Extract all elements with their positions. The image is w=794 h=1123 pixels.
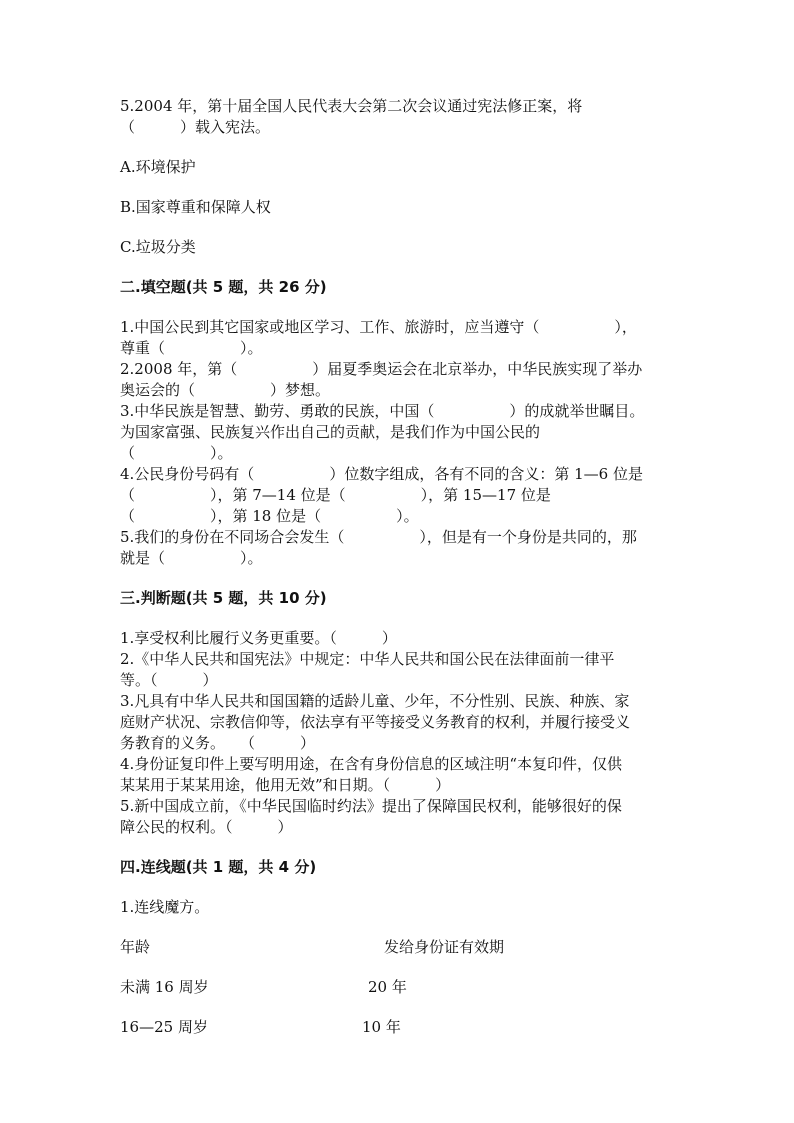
fill-line: 奥运会的（ ）梦想。 <box>120 381 331 399</box>
fill-section-body <box>120 317 690 569</box>
q5-stem <box>120 96 690 138</box>
fill-section-heading: 二.填空题(共 5 题，共 26 分) <box>120 278 327 296</box>
fill-line: 2.2008 年，第（ ）届夏季奥运会在北京举办，中华民族实现了举办 <box>120 360 643 378</box>
judge-line: 等。（ ） <box>120 671 218 689</box>
judge-line: 4.身份证复印件上要写明用途，在含有身份信息的区域注明“本复印件，仅供 <box>120 755 622 773</box>
judge-line: 5.新中国成立前，《中华民国临时约法》提出了保障国民权利，能够很好的保 <box>120 797 622 815</box>
match-row-right: 10 年 <box>362 1018 401 1036</box>
fill-line: 4.公民身份号码有（ ）位数字组成，各有不同的含义：第 1—6 位是 <box>120 465 643 483</box>
fill-line: 3.中华民族是智慧、勤劳、勇敢的民族，中国（ ）的成就举世瞩目。 <box>120 402 645 420</box>
match-row <box>120 1017 690 1038</box>
match-header-right: 发给身份证有效期 <box>384 938 505 956</box>
judge-line: 2.《中华人民共和国宪法》中规定：中华人民共和国公民在法律面前一律平 <box>120 650 615 668</box>
judge-line: 某某用于某某用途，他用无效”和日期。（ ） <box>120 776 451 794</box>
match-header-left: 年龄 <box>120 938 151 956</box>
q5-stem-line-2: （ ）载入宪法。 <box>120 118 271 136</box>
match-section-heading: 四.连线题(共 1 题，共 4 分) <box>120 858 317 876</box>
judge-line: 1.享受权利比履行义务更重要。（ ） <box>120 629 397 647</box>
judge-line: 3.凡具有中华人民共和国国籍的适龄儿童、少年，不分性别、民族、种族、家 <box>120 692 630 710</box>
fill-line: 1.中国公民到其它国家或地区学习、工作、旅游时，应当遵守（ ）， <box>120 318 637 336</box>
fill-line: 5.我们的身份在不同场合会发生（ ），但是有一个身份是共同的，那 <box>120 528 637 546</box>
match-row <box>120 977 690 998</box>
judge-line: 务教育的义务。 （ ） <box>120 734 316 752</box>
fill-line: （ ），第 18 位是（ ）。 <box>120 507 419 525</box>
q5-stem-line-1: 5.2004 年，第十届全国人民代表大会第二次会议通过宪法修正案，将 <box>120 97 583 115</box>
match-row-right: 20 年 <box>368 978 407 996</box>
judge-section-heading: 三.判断题(共 5 题，共 10 分) <box>120 589 327 607</box>
worksheet-page <box>120 96 690 1038</box>
match-row-left: 未满 16 周岁 <box>120 978 209 996</box>
match-question: 1.连线魔方。 <box>120 898 210 916</box>
fill-line: 为国家富强、民族复兴作出自己的贡献，是我们作为中国公民的 <box>120 423 541 441</box>
judge-line: 庭财产状况、宗教信仰等，依法享有平等接受义务教育的权利，并履行接受义 <box>120 713 631 731</box>
match-row-left: 16—25 周岁 <box>120 1018 208 1036</box>
fill-line: （ ），第 7—14 位是（ ），第 15—17 位是 <box>120 486 551 504</box>
q5-option-b: B.国家尊重和保障人权 <box>120 198 271 216</box>
fill-line: （ ）。 <box>120 444 233 462</box>
q5-option-c: C.垃圾分类 <box>120 238 196 256</box>
judge-section-body <box>120 628 690 838</box>
judge-line: 障公民的权利。（ ） <box>120 818 293 836</box>
q5-option-a: A.环境保护 <box>120 158 196 176</box>
fill-line: 尊重（ ）。 <box>120 339 263 357</box>
fill-line: 就是（ ）。 <box>120 549 263 567</box>
match-header-row <box>120 937 690 958</box>
